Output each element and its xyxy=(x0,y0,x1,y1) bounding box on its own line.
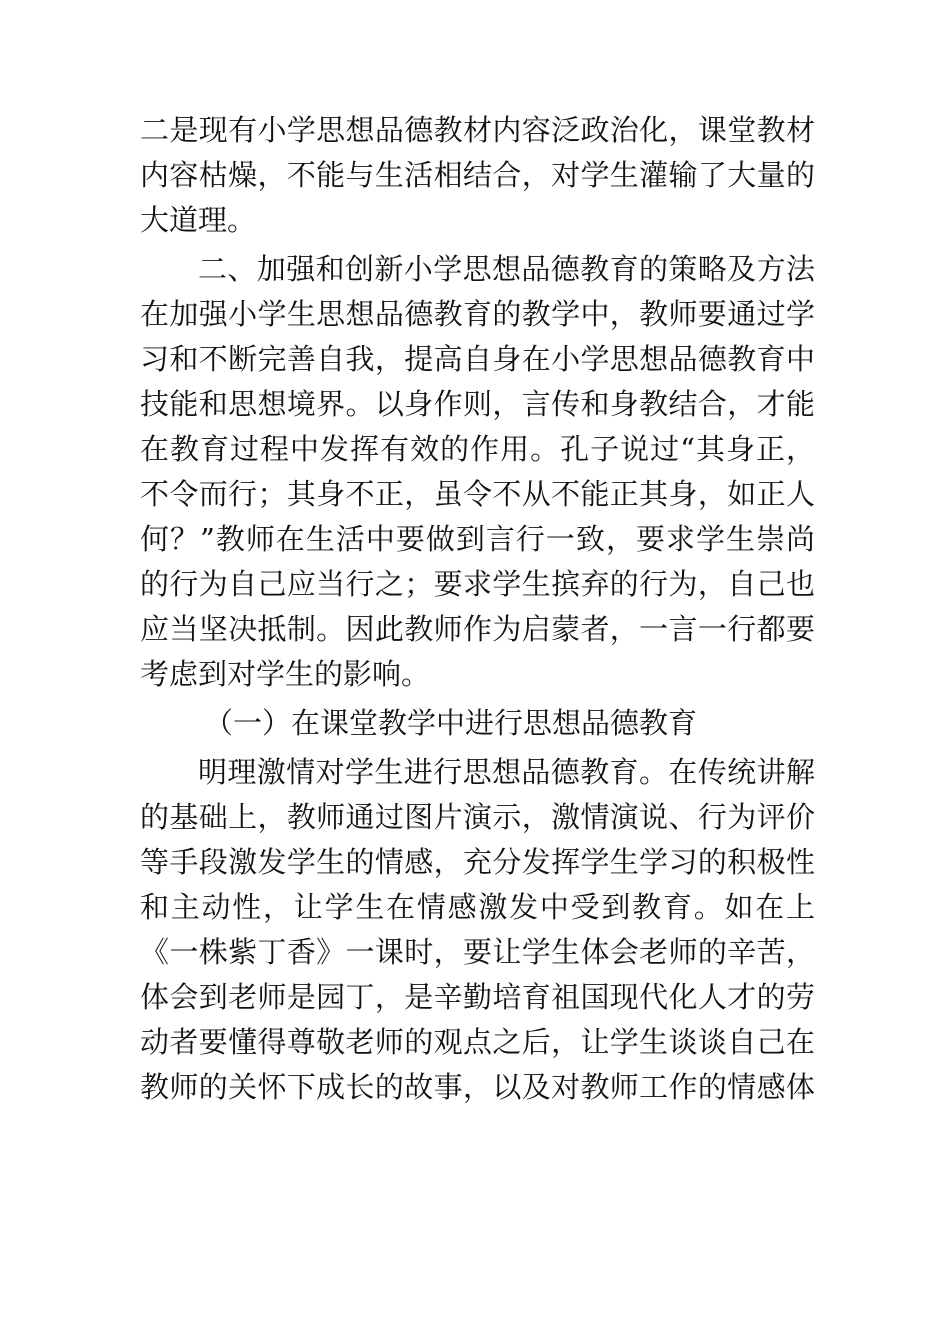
text-line: 应当坚决抵制。因此教师作为启蒙者，一言一行都要 xyxy=(140,612,815,646)
section-heading: 二、加强和创新小学思想品德教育的策略及方法 xyxy=(198,252,815,286)
text-line: 在教育过程中发挥有效的作用。孔子说过“其身正， xyxy=(140,432,815,466)
document-body xyxy=(140,108,815,1110)
text-line: 何？”教师在生活中要做到言行一致，要求学生崇尚 xyxy=(140,522,815,556)
text-line: 技能和思想境界。以身作则，言传和身教结合，才能 xyxy=(140,387,815,421)
text-line: 在加强小学生思想品德教育的教学中，教师要通过学 xyxy=(140,297,815,331)
text-line: 的行为自己应当行之；要求学生摈弃的行为，自己也 xyxy=(140,567,815,601)
text-line: 动者要懂得尊敬老师的观点之后，让学生谈谈自己在 xyxy=(140,1025,815,1059)
subsection-heading: （一）在课堂教学中进行思想品德教育 xyxy=(204,706,698,740)
text-line: 大道理。 xyxy=(140,203,257,237)
text-line: 《一株紫丁香》一课时，要让学生体会老师的辛苦， xyxy=(140,935,815,969)
text-line: 体会到老师是园丁，是辛勤培育祖国现代化人才的劳 xyxy=(140,980,815,1014)
text-line: 和主动性，让学生在情感激发中受到教育。如在上 xyxy=(140,890,815,924)
text-line: 内容枯燥，不能与生活相结合，对学生灌输了大量的 xyxy=(140,158,815,192)
text-line: 考虑到对学生的影响。 xyxy=(140,657,431,691)
text-line: 教师的关怀下成长的故事，以及对教师工作的情感体 xyxy=(140,1070,815,1104)
text-line: 习和不断完善自我，提高自身在小学思想品德教育中 xyxy=(140,342,815,376)
text-line: 明理激情对学生进行思想品德教育。在传统讲解 xyxy=(198,755,815,789)
text-line: 的基础上，教师通过图片演示，激情演说、行为评价 xyxy=(140,800,815,834)
text-line: 不令而行；其身不正，虽令不从不能正其身，如正人 xyxy=(140,477,815,511)
text-line: 等手段激发学生的情感，充分发挥学生学习的积极性 xyxy=(140,845,815,879)
text-line: 二是现有小学思想品德教材内容泛政治化，课堂教材 xyxy=(140,113,815,147)
